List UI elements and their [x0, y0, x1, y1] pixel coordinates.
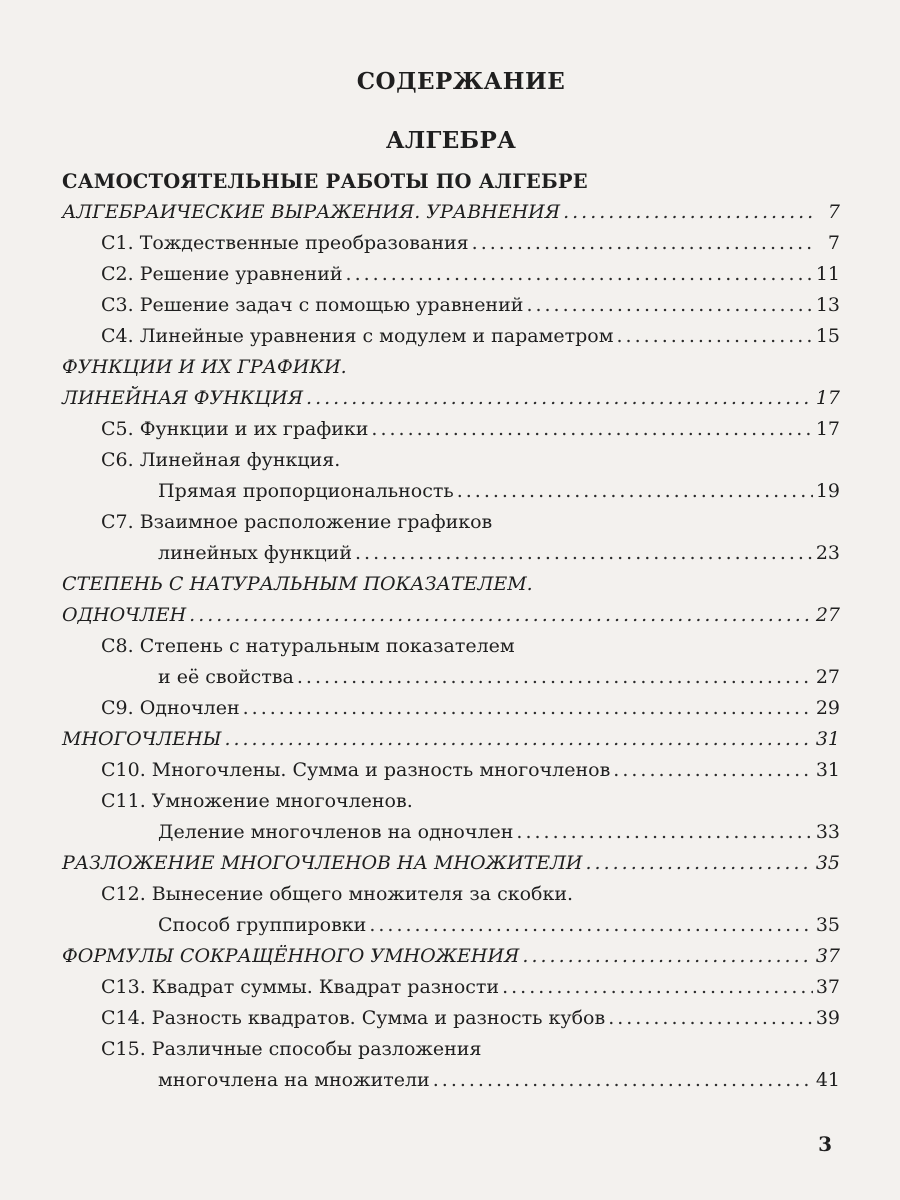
toc-entry-title: линейных функций — [158, 542, 352, 564]
toc-topic[interactable] — [62, 600, 840, 631]
toc-page-number: 27 — [815, 666, 840, 688]
toc-entry[interactable] — [62, 476, 840, 507]
toc-entry — [62, 1034, 840, 1065]
toc-topic[interactable] — [62, 848, 840, 879]
toc-page-number: 31 — [815, 728, 840, 750]
toc-topic[interactable] — [62, 197, 840, 228]
toc-page-number: 13 — [815, 294, 840, 316]
toc-entry[interactable] — [62, 910, 840, 941]
toc-entry[interactable] — [62, 290, 840, 321]
dot-leader — [371, 414, 812, 445]
toc-entry-title: С13. Квадрат суммы. Квадрат разности — [101, 976, 500, 998]
toc-page-number: 31 — [815, 759, 840, 781]
toc-entry-title: С9. Одночлен — [101, 697, 240, 719]
toc-page-number: 37 — [815, 976, 840, 998]
toc-page-number: 17 — [815, 418, 840, 440]
dot-leader — [613, 755, 813, 786]
toc-entry-title: ФУНКЦИИ И ИХ ГРАФИКИ. — [62, 356, 347, 378]
section-title: АЛГЕБРА — [385, 127, 517, 154]
toc-entry-title: С15. Различные способы разложения — [101, 1038, 482, 1060]
dot-leader — [306, 383, 813, 414]
dot-leader — [516, 817, 812, 848]
toc-entry[interactable] — [62, 662, 840, 693]
toc-page-number: 19 — [815, 480, 840, 502]
dot-leader — [522, 941, 812, 972]
toc-entry-title: Деление многочленов на одночлен — [158, 821, 514, 843]
toc-page-number: 33 — [815, 821, 840, 843]
toc-entry-title: многочлена на множители — [158, 1069, 430, 1091]
toc-page-number: 35 — [815, 852, 840, 874]
toc-topic[interactable] — [62, 941, 840, 972]
toc-entry — [62, 786, 840, 817]
toc-entry-title: ФОРМУЛЫ СОКРАЩЁННОГО УМНОЖЕНИЯ — [62, 945, 520, 967]
toc-entry[interactable] — [62, 538, 840, 569]
toc-entry-title: С3. Решение задач с помощью уравнений — [101, 294, 524, 316]
toc-page-number: 15 — [815, 325, 840, 347]
toc-page-number: 35 — [815, 914, 840, 936]
toc-topic — [62, 352, 840, 383]
toc-entry-title: ОДНОЧЛЕН — [62, 604, 187, 626]
toc-entry — [62, 631, 840, 662]
toc-entry-title: С5. Функции и их графики — [101, 418, 369, 440]
toc-entry[interactable] — [62, 1003, 840, 1034]
dot-leader — [355, 538, 813, 569]
dot-leader — [224, 724, 812, 755]
dot-leader — [346, 259, 813, 290]
toc-entry[interactable] — [62, 817, 840, 848]
part-heading: САМОСТОЯТЕЛЬНЫЕ РАБОТЫ ПО АЛГЕБРЕ — [62, 170, 588, 193]
toc-page-number: 7 — [827, 201, 840, 223]
toc-page-number: 27 — [815, 604, 840, 626]
toc-topic — [62, 569, 840, 600]
toc-entry-title: АЛГЕБРАИЧЕСКИЕ ВЫРАЖЕНИЯ. УРАВНЕНИЯ — [62, 201, 561, 223]
toc-page-number: 23 — [815, 542, 840, 564]
table-of-contents — [62, 62, 840, 1096]
toc-entry[interactable] — [62, 321, 840, 352]
dot-leader — [297, 662, 813, 693]
toc-entry-title: МНОГОЧЛЕНЫ — [62, 728, 222, 750]
dot-leader — [189, 600, 813, 631]
toc-entry-title: Прямая пропорциональность — [158, 480, 454, 502]
toc-entry-title: С11. Умножение многочленов. — [101, 790, 413, 812]
dot-leader — [617, 321, 813, 352]
toc-topic[interactable] — [62, 724, 840, 755]
toc-entry[interactable] — [62, 259, 840, 290]
page-number: 3 — [818, 1132, 832, 1156]
toc-entry-title: ЛИНЕЙНАЯ ФУНКЦИЯ — [62, 387, 304, 409]
dot-leader — [243, 693, 813, 724]
dot-leader — [433, 1065, 813, 1096]
toc-entry-title: С6. Линейная функция. — [101, 449, 341, 471]
toc-entry — [62, 879, 840, 910]
toc-entry-title: С10. Многочлены. Сумма и разность многочленов — [101, 759, 611, 781]
toc-entry-title: С12. Вынесение общего множителя за скобки. — [101, 883, 574, 905]
toc-page-number: 11 — [815, 263, 840, 285]
dot-leader — [369, 910, 812, 941]
toc-entry-title: С14. Разность квадратов. Сумма и разность кубов — [101, 1007, 606, 1029]
toc-page-number: 17 — [815, 387, 840, 409]
dot-leader — [526, 290, 812, 321]
toc-entry-title: С7. Взаимное расположение графиков — [101, 511, 493, 533]
dot-leader — [472, 228, 813, 259]
toc-entry[interactable] — [62, 414, 840, 445]
toc-entry-title: С8. Степень с натуральным показателем — [101, 635, 515, 657]
toc-entry[interactable] — [62, 693, 840, 724]
page-title: СОДЕРЖАНИЕ — [356, 68, 566, 95]
toc-entry-title: СТЕПЕНЬ С НАТУРАЛЬНЫМ ПОКАЗАТЕЛЕМ. — [62, 573, 533, 595]
dot-leader — [563, 197, 813, 228]
toc-entry-title: Способ группировки — [158, 914, 367, 936]
toc-entry-title: РАЗЛОЖЕНИЕ МНОГОЧЛЕНОВ НА МНОЖИТЕЛИ — [62, 852, 583, 874]
toc-entry[interactable] — [62, 228, 840, 259]
dot-leader — [502, 972, 813, 1003]
toc-entry[interactable] — [62, 1065, 840, 1096]
toc-entry-title: С2. Решение уравнений — [101, 263, 343, 285]
toc-page-number: 7 — [827, 232, 840, 254]
dot-leader — [586, 848, 813, 879]
toc-entry-title: С4. Линейные уравнения с модулем и параметром — [101, 325, 614, 347]
toc-entry[interactable] — [62, 972, 840, 1003]
toc-entry — [62, 445, 840, 476]
toc-page-number: 41 — [815, 1069, 840, 1091]
toc-entry[interactable] — [62, 755, 840, 786]
toc-entry — [62, 507, 840, 538]
toc-page-number: 29 — [815, 697, 840, 719]
toc-entry-title: С1. Тождественные преобразования — [101, 232, 469, 254]
toc-page-number: 39 — [815, 1007, 840, 1029]
toc-entry-title: и её свойства — [158, 666, 294, 688]
toc-page-number: 37 — [815, 945, 840, 967]
dot-leader — [457, 476, 813, 507]
dot-leader — [608, 1003, 813, 1034]
toc-topic[interactable] — [62, 383, 840, 414]
